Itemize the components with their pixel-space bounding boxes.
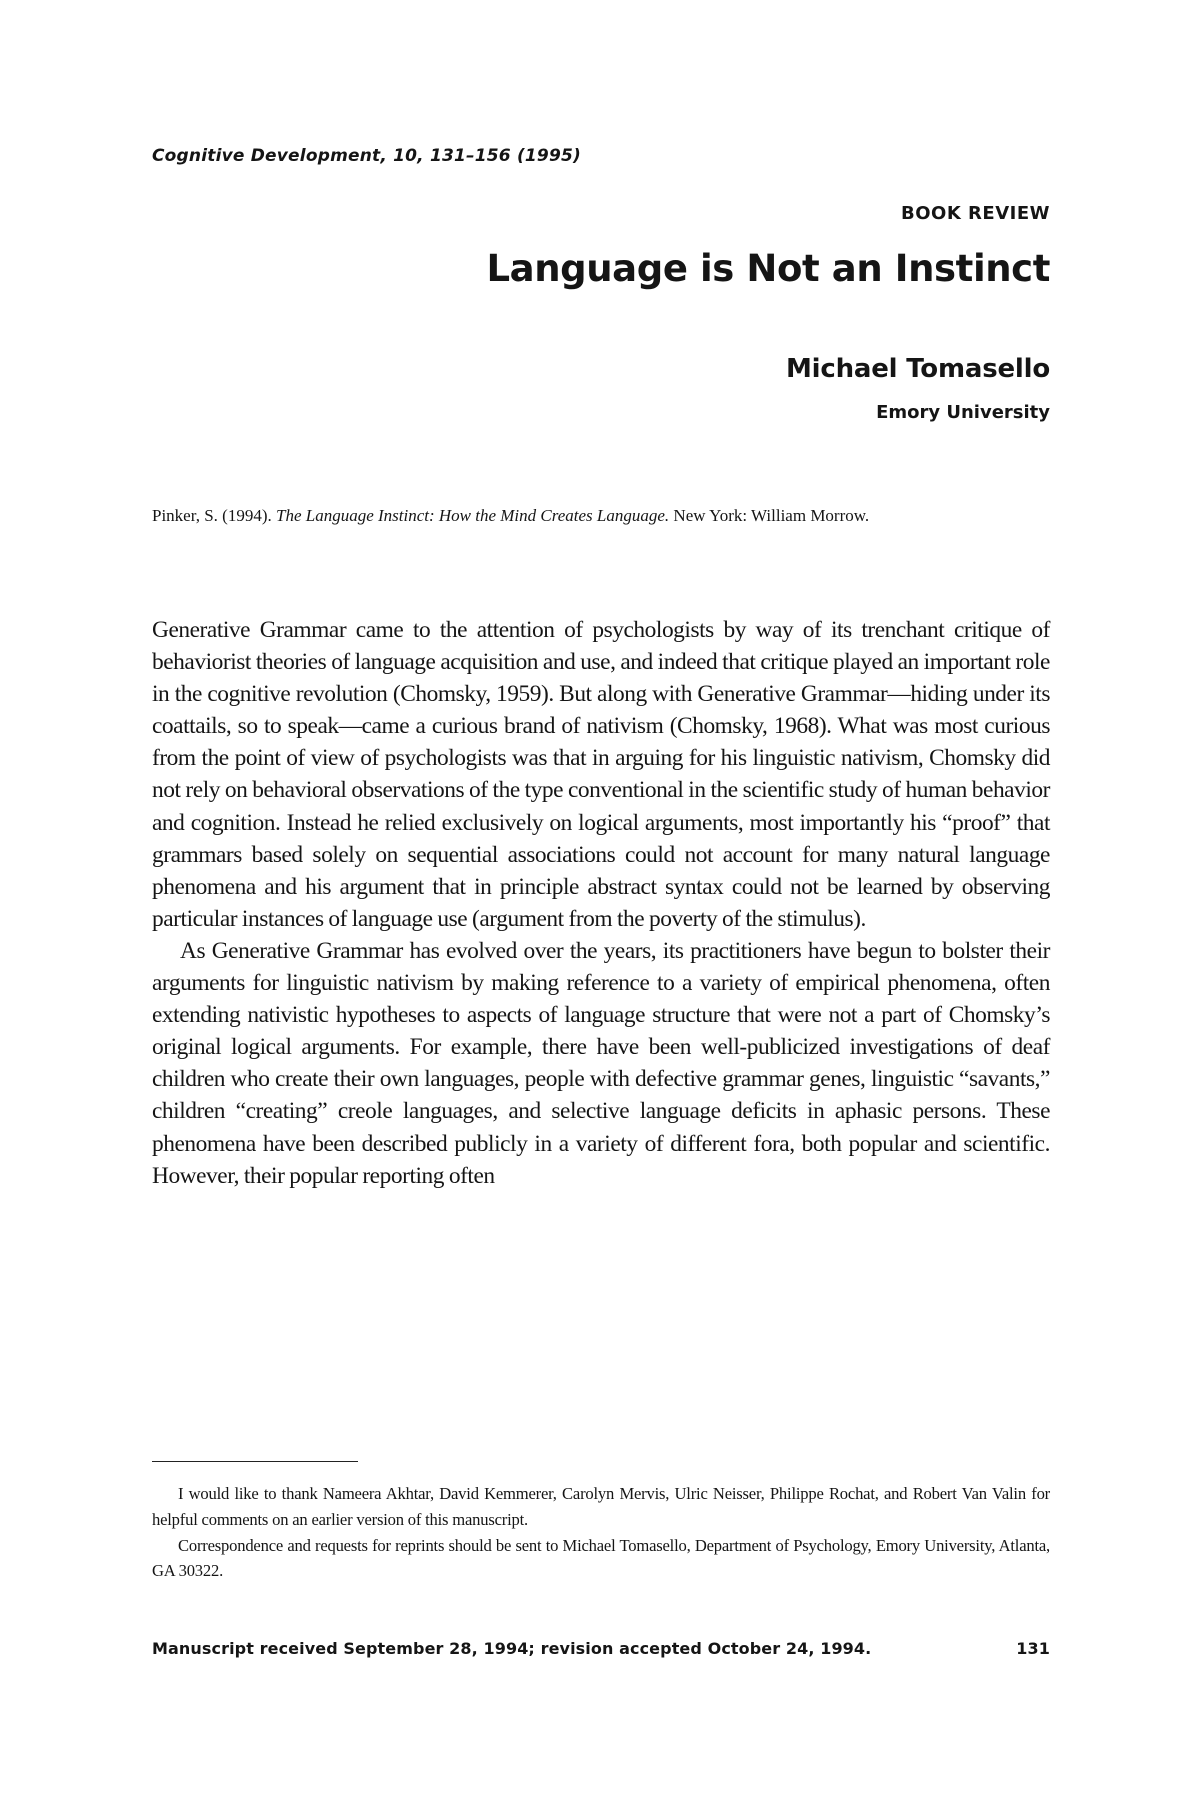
page-number: 131 [1016,1639,1050,1658]
footnote-divider [152,1461,358,1462]
body-paragraph: As Generative Grammar has evolved over the years, its practitioners have begun to bolster their arguments for linguistic nativism by making reference to a variety of empirical phenomena, often extending nativistic hypotheses to aspects of language structure that were not a part of Chomsky’s original logical arguments. For example, there have been well-publicized investigations of deaf children who create their own languages, people with defective grammar genes, linguistic “savants,” children “creating” creole languages, and selective language deficits in aphasic persons. These phenomena have been described publicly in a variety of different fora, both popular and scientific. However, their popular reporting often [152,937,1050,1189]
footnote-correspondence: Correspondence and requests for reprints should be sent to Michael Tomasello, Department of Psychology, Emory University, Atlanta, GA 30322. [152,1535,1050,1581]
section-label: BOOK REVIEW [901,203,1050,224]
reference-author-year: Pinker, S. (1994). [152,506,276,525]
reference-publisher: New York: William Morrow. [669,506,870,525]
footnotes [152,1481,1050,1584]
reference-book-title: The Language Instinct: How the Mind Creates Language. [275,506,670,525]
article-title: Language is Not an Instinct [486,247,1050,290]
reviewed-book-reference [152,502,1050,529]
author-affiliation: Emory University [876,402,1050,423]
body-paragraph: Generative Grammar came to the attention of psychologists by way of its trenchant critique of behaviorist theories of language acquisition and use, and indeed that critique played an important role in the cognitive revolution (Chomsky, 1959). But along with Generative Grammar—hiding under its coattails, so to speak—came a curious brand of nativism (Chomsky, 1968). What was most curious from the point of view of psychologists was that in arguing for his linguistic nativism, Chomsky did not rely on behavioral observations of the type conventional in the scientific study of human behavior and cognition. Instead he relied exclusively on logical arguments, most importantly his “proof” that grammars based solely on sequential associations could not account for many natural language phenomena and his argument that in principle abstract syntax could not be learned by observing particular instances of language use (argument from the poverty of the stimulus). [152,617,1050,932]
author-name: Michael Tomasello [785,354,1050,384]
journal-page [152,0,1050,1800]
article-body [152,614,1050,1192]
journal-citation: Cognitive Development, 10, 131–156 (1995) [152,146,581,166]
page-footer [152,1639,1050,1663]
manuscript-dates: Manuscript received September 28, 1994; revision accepted October 24, 1994. [152,1639,872,1658]
footnote-acknowledgments: I would like to thank Nameera Akhtar, David Kemmerer, Carolyn Mervis, Ulric Neisser, Philippe Rochat, and Robert Van Valin for helpful comments on an earlier version of this manuscript. [152,1484,1050,1529]
